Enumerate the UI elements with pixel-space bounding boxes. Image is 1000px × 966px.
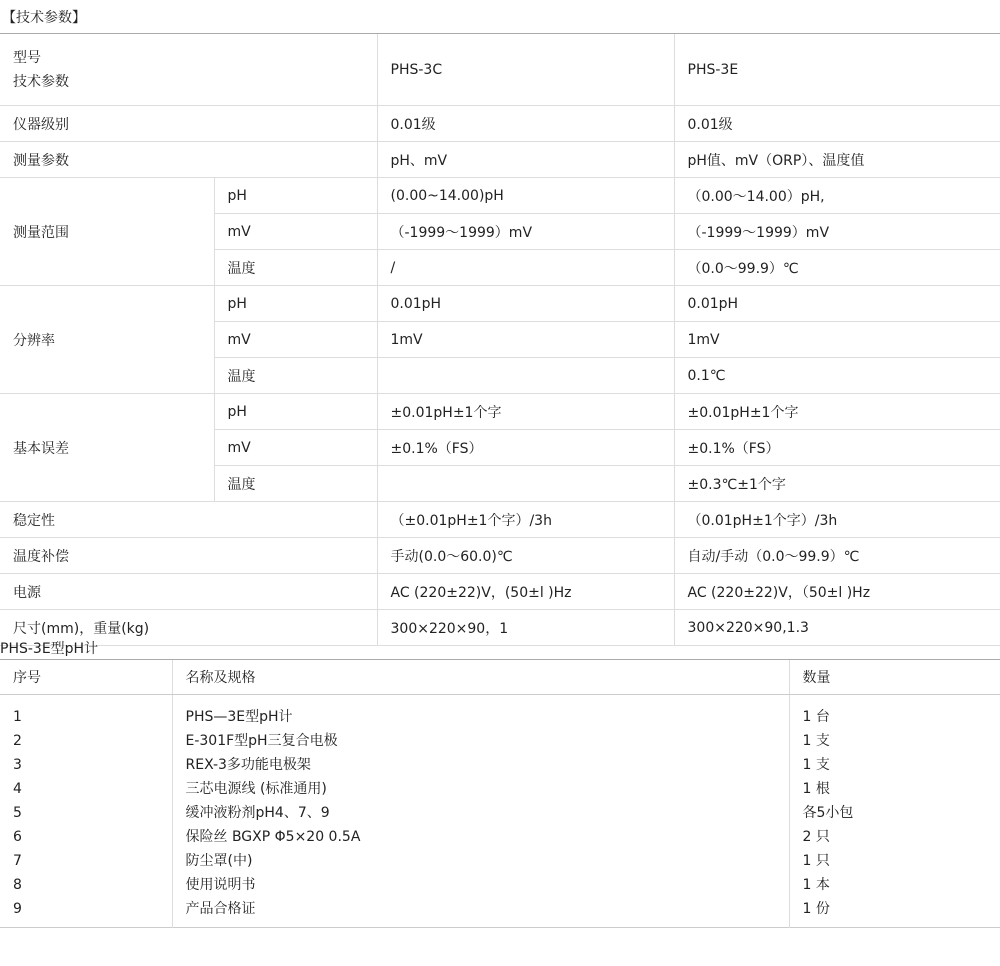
spec-row-error-ph (0, 394, 1000, 430)
sub-label: mV (214, 214, 377, 250)
value-e: （-1999～1999）mV (674, 214, 1000, 250)
item-qty: 2 只 (789, 825, 1000, 849)
item-qty: 1 份 (789, 897, 1000, 928)
group-label-error: 基本误差 (0, 394, 214, 502)
group-label-range: 测量范围 (0, 178, 214, 286)
sub-label: mV (214, 430, 377, 466)
value-c: / (377, 250, 674, 286)
value-c: ±0.01pH±1个字 (377, 394, 674, 430)
sub-label: 温度 (214, 358, 377, 394)
sub-label: pH (214, 286, 377, 322)
value-e: ±0.01pH±1个字 (674, 394, 1000, 430)
item-no: 3 (13, 757, 22, 773)
spec-row-resolution-ph (0, 286, 1000, 322)
sub-label: 温度 (214, 250, 377, 286)
value-c (377, 358, 674, 394)
sub-label: pH (214, 394, 377, 430)
value-e: （0.0～99.9）℃ (674, 250, 1000, 286)
spec-row-power (0, 574, 1000, 610)
table-row (0, 695, 1000, 730)
spec-row-stability (0, 502, 1000, 538)
value-c (377, 466, 674, 502)
value-e: 0.1℃ (674, 358, 1000, 394)
package-table (0, 660, 1000, 928)
header-label-model: 型号 (13, 49, 41, 66)
group-label-resolution: 分辨率 (0, 286, 214, 394)
value-c: 0.01级 (377, 106, 674, 142)
table-row (0, 777, 1000, 801)
item-name: 缓冲液粉剂pH4、7、9 (172, 801, 789, 825)
item-no: 9 (13, 901, 22, 917)
sub-label: pH (214, 178, 377, 214)
header-qty: 数量 (789, 660, 1000, 695)
package-header-row (0, 660, 1000, 695)
value-c: 300×220×90，1 (377, 610, 674, 646)
item-name: 防尘罩(中) (172, 849, 789, 873)
item-name: 产品合格证 (172, 897, 789, 928)
value-e: （0.01pH±1个字）/3h (674, 502, 1000, 538)
row-label: 温度补偿 (0, 538, 377, 574)
item-no: 8 (13, 877, 22, 893)
spec-table (0, 34, 1000, 646)
value-e: 300×220×90,1.3 (674, 610, 1000, 646)
spec-row-temp-comp (0, 538, 1000, 574)
item-no: 5 (13, 805, 22, 821)
value-c: （-1999～1999）mV (377, 214, 674, 250)
table-row (0, 873, 1000, 897)
table-row (0, 897, 1000, 928)
item-name: PHS—3E型pH计 (172, 695, 789, 730)
row-label: 尺寸(mm)，重量(kg) (0, 610, 377, 646)
item-name: 三芯电源线 (标准通用) (172, 777, 789, 801)
item-no: 4 (13, 781, 22, 797)
item-name: 保险丝 BGXP Φ5×20 0.5A (172, 825, 789, 849)
value-e: 0.01pH (674, 286, 1000, 322)
value-c: 1mV (377, 322, 674, 358)
item-qty: 1 台 (789, 695, 1000, 730)
item-name: REX-3多功能电极架 (172, 753, 789, 777)
value-c: (0.00~14.00)pH (377, 178, 674, 214)
item-qty: 1 本 (789, 873, 1000, 897)
value-e: 自动/手动（0.0～99.9）℃ (674, 538, 1000, 574)
sub-label: 温度 (214, 466, 377, 502)
row-label: 仪器级别 (0, 106, 377, 142)
spec-row-grade (0, 106, 1000, 142)
header-label (0, 34, 377, 106)
item-no: 6 (13, 829, 22, 845)
value-c: pH、mV (377, 142, 674, 178)
package-title: PHS-3E型pH计 (0, 638, 1000, 660)
row-label: 测量参数 (0, 142, 377, 178)
value-c: ±0.1%（FS） (377, 430, 674, 466)
value-c: 手动(0.0～60.0)℃ (377, 538, 674, 574)
item-qty: 各5小包 (789, 801, 1000, 825)
value-e: pH值、mV（ORP）、温度值 (674, 142, 1000, 178)
value-c: （±0.01pH±1个字）/3h (377, 502, 674, 538)
value-c: 0.01pH (377, 286, 674, 322)
value-e: 0.01级 (674, 106, 1000, 142)
value-e: AC (220±22)V，（50±l )Hz (674, 574, 1000, 610)
model-phs-3c: PHS-3C (377, 34, 674, 106)
table-row (0, 849, 1000, 873)
item-name: E-301F型pH三复合电极 (172, 729, 789, 753)
value-e: ±0.1%（FS） (674, 430, 1000, 466)
item-no: 2 (13, 733, 22, 749)
value-c: AC (220±22)V，(50±l )Hz (377, 574, 674, 610)
header-name: 名称及规格 (172, 660, 789, 695)
item-no: 7 (13, 853, 22, 869)
row-label: 电源 (0, 574, 377, 610)
table-row (0, 825, 1000, 849)
item-name: 使用说明书 (172, 873, 789, 897)
section-title: 【技术参数】 (0, 0, 1000, 34)
spec-header-row (0, 34, 1000, 106)
value-e: （0.00～14.00）pH, (674, 178, 1000, 214)
spec-row-params (0, 142, 1000, 178)
item-qty: 1 支 (789, 753, 1000, 777)
header-no: 序号 (0, 660, 172, 695)
item-qty: 1 支 (789, 729, 1000, 753)
table-row (0, 729, 1000, 753)
item-no: 1 (13, 709, 22, 725)
item-qty: 1 只 (789, 849, 1000, 873)
item-qty: 1 根 (789, 777, 1000, 801)
table-row (0, 801, 1000, 825)
sub-label: mV (214, 322, 377, 358)
model-phs-3e: PHS-3E (674, 34, 1000, 106)
value-e: ±0.3℃±1个字 (674, 466, 1000, 502)
header-label-params: 技术参数 (13, 73, 69, 90)
row-label: 稳定性 (0, 502, 377, 538)
table-row (0, 753, 1000, 777)
spec-row-range-ph (0, 178, 1000, 214)
value-e: 1mV (674, 322, 1000, 358)
